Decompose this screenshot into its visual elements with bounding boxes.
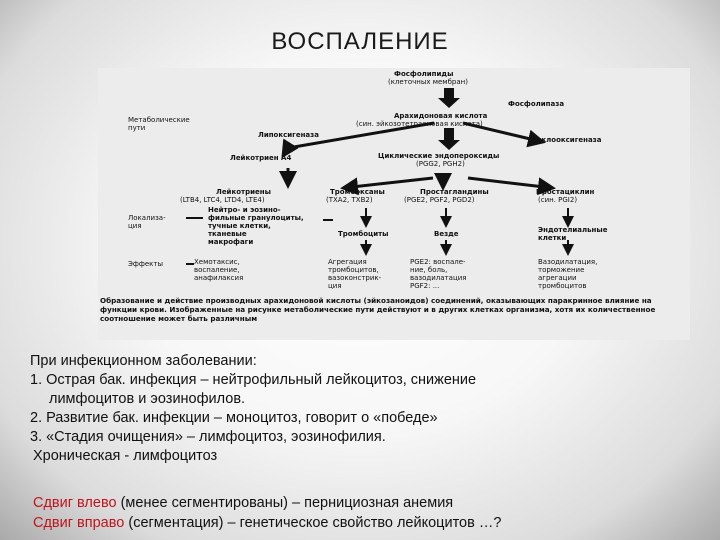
leuk-eff-2: воспаление, — [194, 266, 240, 274]
intro-line: При инфекционном заболевании: — [30, 353, 257, 369]
thrombox-eff-2: тромбоцитов, — [328, 266, 379, 274]
prostacyc-eff-3: агрегации — [538, 274, 577, 282]
slide-title: ВОСПАЛЕНИЕ — [271, 28, 449, 55]
leukotriene-a4-label: Лейкотриен A4 — [230, 154, 292, 162]
list-item-1: 1. Острая бак. инфекция – нейтрофильный лейкоцитоз, снижение — [30, 372, 477, 388]
everywhere-label: Везде — [434, 230, 459, 238]
leuk-eff-3: анафилаксия — [194, 274, 244, 282]
txa-label: (TXA2, TXB2) — [326, 196, 373, 204]
prosta-eff-4: PGF2: ... — [410, 282, 440, 290]
thrombox-eff-3: вазоконстрик- — [328, 274, 382, 282]
shift-left-term: Сдвиг влево — [33, 495, 117, 511]
arrow-phospholipid — [438, 88, 460, 108]
metabolic-paths-2: пути — [128, 124, 146, 132]
pgg-pgh-label: (PGG2, PGH2) — [416, 160, 465, 168]
diagram-caption: Образование и действие производных арахидоновой кислоты (эйкозаноидов) соединений, оказывающих паракринное влияние на функции крови. Изображенные на рисунке метаболические пути действуют и в других клетках организма, хотя их количественное соотношение может быть различным — [100, 296, 656, 323]
body-text — [30, 352, 690, 466]
prostacyc-eff-1: Вазодилатация, — [538, 258, 598, 266]
lipoxygenase-label: Липоксигеназа — [258, 131, 319, 139]
leuk-eff-1: Хемотаксис, — [194, 258, 240, 266]
cyclic-endoperoxides-label: Циклические эндопероксиды — [378, 152, 500, 160]
shift-right-term: Сдвиг вправо — [33, 515, 125, 531]
prosta-eff-3: вазодилатация — [410, 274, 467, 282]
eicosanoid-diagram — [98, 68, 690, 340]
ltb-label: (LTB4, LTC4, LTD4, LTE4) — [180, 196, 265, 204]
pgi-label: (син. PGI2) — [538, 196, 578, 204]
leuk-loc-5: макрофаги — [208, 238, 254, 246]
leuk-loc-3: тучные клетки, — [208, 222, 271, 230]
arachidonic-syn-label: (син. эйкозотетраеновая кислота) — [356, 120, 483, 128]
list-item-2: 2. Развитие бак. инфекции – моноцитоз, говорит о «победе» — [30, 410, 438, 426]
phospholipids-label: Фосфолипиды — [394, 70, 454, 78]
thrombox-eff-4: ция — [328, 282, 342, 290]
leuk-loc-1: Нейтро- и эозино- — [208, 206, 281, 214]
leukotrienes-label: Лейкотриены — [216, 188, 271, 196]
shift-left-line — [33, 494, 693, 513]
leuk-loc-2: фильные гранулоциты, — [208, 214, 304, 222]
pge-label: (PGE2, PGF2, PGD2) — [404, 196, 475, 204]
shift-right-line — [33, 514, 693, 533]
platelets-label: Тромбоциты — [338, 230, 389, 238]
prostacyc-eff-2: торможение — [538, 266, 585, 274]
arrow-arachidonic — [438, 128, 460, 150]
chronic-line: Хроническая - лимфоцитоз — [33, 448, 218, 464]
list-item-1-cont: лимфоцитов и эозинофилов. — [49, 391, 246, 407]
effects-label: Эффекты — [128, 260, 163, 268]
endothelial-1: Эндотелиальные — [538, 226, 608, 234]
prostacyc-eff-4: тромбоцитов — [538, 282, 587, 290]
shift-right-desc: (сегментация) – генетическое свойство лейкоцитов …? — [124, 515, 502, 531]
prostaglandins-label: Простагландины — [420, 188, 489, 196]
arachidonic-acid-label: Арахидоновая кислота — [394, 112, 488, 120]
leuk-loc-4: тканевые — [208, 230, 247, 238]
phospholipase-label: Фосфолипаза — [508, 100, 565, 108]
thrombox-eff-1: Агрегация — [328, 258, 367, 266]
cyclooxygenase-label: Циклооксигеназа — [530, 136, 602, 144]
list-item-3: 3. «Стадия очищения» – лимфоцитоз, эозинофилия. — [30, 429, 386, 445]
localization-label-1: Локализа- — [128, 214, 166, 222]
metabolic-paths-1: Метаболические — [128, 116, 190, 124]
localization-label-2: ция — [128, 222, 142, 230]
cell-membranes-label: (клеточных мембран) — [388, 78, 468, 86]
endothelial-2: клетки — [538, 234, 567, 242]
prostacyclin-label: Простациклин — [536, 188, 595, 196]
thromboxanes-label: Тромбоксаны — [330, 188, 385, 196]
prosta-eff-2: ние, боль, — [410, 266, 448, 274]
shift-left-desc: (менее сегментированы) – пернициозная анемия — [116, 495, 454, 511]
prosta-eff-1: PGE2: воспале- — [410, 258, 466, 266]
